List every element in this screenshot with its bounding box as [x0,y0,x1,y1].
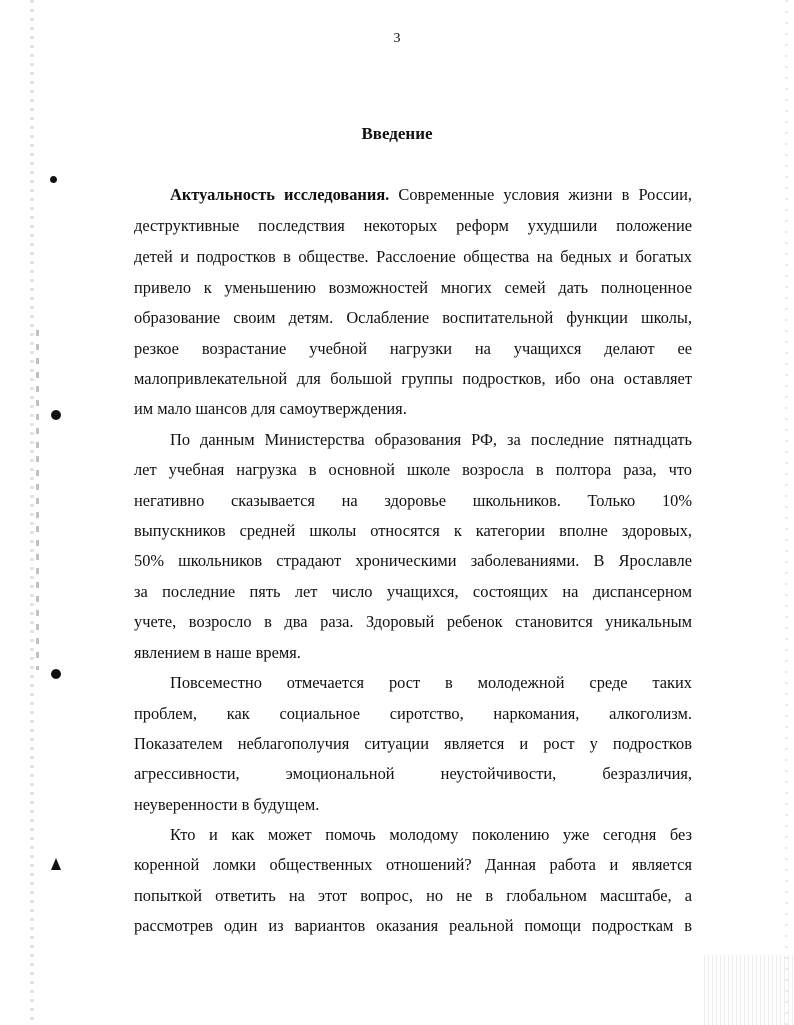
paragraph-line: По данным Министерства образования РФ, за последние пятнадцать [170,430,692,449]
paragraph-line: выпускников средней школы относятся к категории вполне здоровых, [134,521,692,540]
paragraph-line: неуверенности в будущем. [134,795,320,814]
binding-hole-mark [50,176,57,183]
paragraph-line: резкое возрастание учебной нагрузки на учащихся делают ее [134,339,692,358]
paragraph-line: проблем, как социальное сиротство, наркомания, алкоголизм. [134,704,692,723]
paragraph-line: Кто и как может помочь молодому поколению уже сегодня без [170,825,692,844]
paragraph-line: учете, возросло в два раза. Здоровый ребенок становится уникальным [134,612,692,631]
paragraph-line: им мало шансов для самоутверждения. [134,399,407,418]
scan-edge-left-binding [36,330,39,670]
paragraph-line: явлением в наше время. [134,643,301,662]
paragraph-line: лет учебная нагрузка в основной школе возросла в полтора раза, что [134,460,692,479]
paragraph-line: коренной ломки общественных отношений? Данная работа и является [134,855,692,874]
paragraph-line: агрессивности, эмоциональной неустойчивости, безразличия, [134,764,692,783]
paragraph-line: негативно сказывается на здоровье школьников. Только 10% [134,491,692,510]
paragraph-line: попыткой ответить на этот вопрос, но не в глобальном масштабе, а [134,886,692,905]
binding-hole-mark [51,858,61,870]
paragraph-line: рассмотрев один из вариантов оказания реальной помощи подросткам в [134,916,692,935]
paragraph-line: Повсеместно отмечается рост в молодежной среде таких [170,673,692,692]
paragraph-line: за последние пять лет число учащихся, состоящих на диспансерном [134,582,692,601]
scan-edge-right [785,0,788,1025]
paragraph-line: деструктивные последствия некоторых реформ ухудшили положение [134,216,692,235]
paragraph-line: Актуальность исследования. Современные условия жизни в России, [170,185,692,204]
scan-edge-left [30,0,34,1025]
paragraph-line: образование своим детям. Ослабление воспитательной функции школы, [134,308,692,327]
paragraph-line: Показателем неблагополучия ситуации является и рост у подростков [134,734,692,753]
binding-hole-mark [51,669,61,679]
lead-bold-text: Актуальность исследования. [170,185,390,204]
page-title: Введение [361,124,433,143]
paragraph-line: привело к уменьшению возможностей многих семей дать полноценное [134,278,692,297]
paragraph-line: детей и подростков в обществе. Расслоение общества на бедных и богатых [134,247,692,266]
paragraph-line: малопривлекательной для большой группы подростков, ибо она оставляет [134,369,692,388]
paragraph-line: 50% школьников страдают хроническими заболеваниями. В Ярославле [134,551,692,570]
page-number: 3 [393,31,401,46]
binding-hole-mark [51,410,61,420]
scan-corner-noise [704,955,794,1025]
